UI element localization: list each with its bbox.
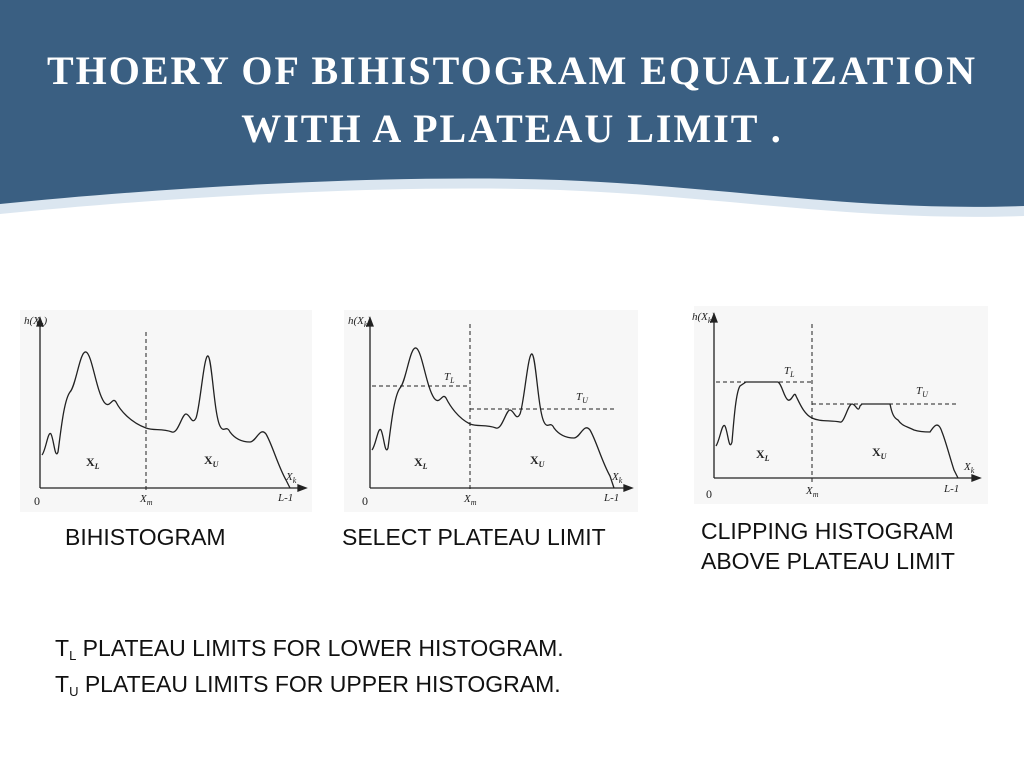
figure-clipping: [694, 306, 988, 504]
limit-upper-sub: U: [582, 396, 588, 405]
svg-text:Xk: [963, 461, 975, 475]
xm-label-sub: m: [812, 490, 819, 499]
svg-text:XU: [204, 453, 220, 469]
y-axis-label-sub: k: [363, 320, 368, 329]
svg-text:TU: [916, 385, 929, 399]
origin-label: 0: [706, 487, 712, 501]
figure-select-plateau: [344, 310, 638, 512]
region-lower-sub: L: [94, 462, 100, 471]
limit-lower-label: T: [444, 371, 451, 383]
legend-upper-sub: U: [69, 684, 79, 699]
region-upper-sub: U: [212, 460, 219, 469]
svg-text:XU: [872, 445, 888, 461]
xm-label: X: [806, 485, 813, 497]
caption-clipping: [701, 516, 955, 576]
svg-text:XL: [414, 455, 428, 471]
svg-text:Xm: [805, 485, 819, 499]
caption-select-plateau-line-1: SELECT PLATEAU LIMIT: [342, 524, 606, 550]
region-lower-sub: L: [422, 462, 428, 471]
region-lower-label: X: [414, 455, 423, 469]
y-axis-label-close: ): [711, 311, 716, 323]
slide-title: [40, 42, 984, 158]
limit-lower-sub: L: [450, 376, 455, 385]
svg-text:TL: [444, 371, 455, 385]
limit-lower-label: T: [784, 365, 791, 377]
y-axis-label-sub: k: [707, 316, 712, 325]
region-lower-label: X: [86, 455, 95, 469]
svg-text:TU: [576, 391, 589, 405]
limit-upper-label: T: [576, 391, 583, 403]
title-line-1: THOERY OF BIHISTOGRAM EQUALIZATION: [46, 48, 978, 93]
caption-clipping-line-1: CLIPPING HISTOGRAM: [701, 518, 954, 544]
svg-text:XL: [86, 455, 100, 471]
limit-lower-sub: L: [790, 370, 795, 379]
figure-clipping-plot: [694, 306, 988, 504]
x-axis-arrow: [298, 485, 306, 491]
x-end-label: L-1: [278, 492, 294, 504]
figure-select-plateau-plot: [344, 310, 638, 512]
title-line-2: WITH A PLATEAU LIMIT .: [241, 106, 783, 151]
region-upper-label: X: [204, 453, 213, 467]
legend-lower-limit: [55, 633, 564, 671]
svg-text:h(Xk): [692, 311, 715, 325]
y-axis-label-sub: k: [39, 320, 44, 329]
caption-bihistogram: [65, 522, 226, 552]
x-end-label: L-1: [604, 492, 620, 504]
legend-upper-symbol: T: [55, 671, 70, 697]
origin-label: 0: [34, 494, 40, 508]
region-upper-label: X: [872, 445, 881, 459]
svg-text:h(Xk): [348, 315, 371, 329]
region-lower-label: X: [756, 447, 765, 461]
y-axis-label: h(X: [24, 315, 40, 327]
legend-lower-text: PLATEAU LIMITS FOR LOWER HISTOGRAM.: [76, 635, 564, 661]
x-axis-label-sub: k: [970, 466, 975, 475]
svg-text:Xk: [611, 471, 623, 485]
svg-text:XL: [756, 447, 770, 463]
legend-lower-sub: L: [69, 648, 77, 663]
histogram-curve: [372, 348, 614, 488]
limit-upper-label: T: [916, 385, 923, 397]
x-axis-label: X: [286, 471, 293, 483]
legend-upper-limit: [55, 669, 561, 707]
x-end-label: L-1: [944, 483, 960, 495]
region-upper-sub: U: [538, 460, 545, 469]
xm-label-sub: m: [146, 498, 153, 507]
x-axis-arrow: [972, 475, 980, 481]
histogram-curve: [42, 352, 290, 488]
caption-bihistogram-line-1: BIHISTOGRAM: [65, 524, 226, 550]
xm-label: X: [464, 493, 471, 505]
y-axis-label-close: ): [43, 315, 48, 327]
svg-text:h(Xk): [24, 315, 47, 329]
svg-text:Xk: [285, 471, 297, 485]
xm-label-sub: m: [470, 498, 477, 507]
y-axis-label: h(X: [348, 315, 364, 327]
legend-upper-text: PLATEAU LIMITS FOR UPPER HISTOGRAM.: [78, 671, 561, 697]
legend-lower-symbol: T: [55, 635, 70, 661]
x-axis-label-sub: k: [618, 476, 623, 485]
caption-clipping-line-2: ABOVE PLATEAU LIMIT: [701, 548, 955, 574]
x-axis-label: X: [612, 471, 619, 483]
caption-select-plateau: [342, 522, 606, 552]
figure-bihistogram: [20, 310, 312, 512]
figure-bihistogram-plot: [20, 310, 312, 512]
svg-text:Xm: [139, 493, 153, 507]
region-upper-sub: U: [880, 452, 887, 461]
svg-text:TL: [784, 365, 795, 379]
y-axis-label: h(X: [692, 311, 708, 323]
limit-upper-sub: U: [922, 390, 928, 399]
xm-label: X: [140, 493, 147, 505]
region-upper-label: X: [530, 453, 539, 467]
x-axis-label: X: [964, 461, 971, 473]
origin-label: 0: [362, 494, 368, 508]
svg-text:XU: [530, 453, 546, 469]
x-axis-label-sub: k: [292, 476, 297, 485]
x-axis-arrow: [624, 485, 632, 491]
region-lower-sub: L: [764, 454, 770, 463]
y-axis-label-close: ): [367, 315, 372, 327]
svg-text:Xm: [463, 493, 477, 507]
